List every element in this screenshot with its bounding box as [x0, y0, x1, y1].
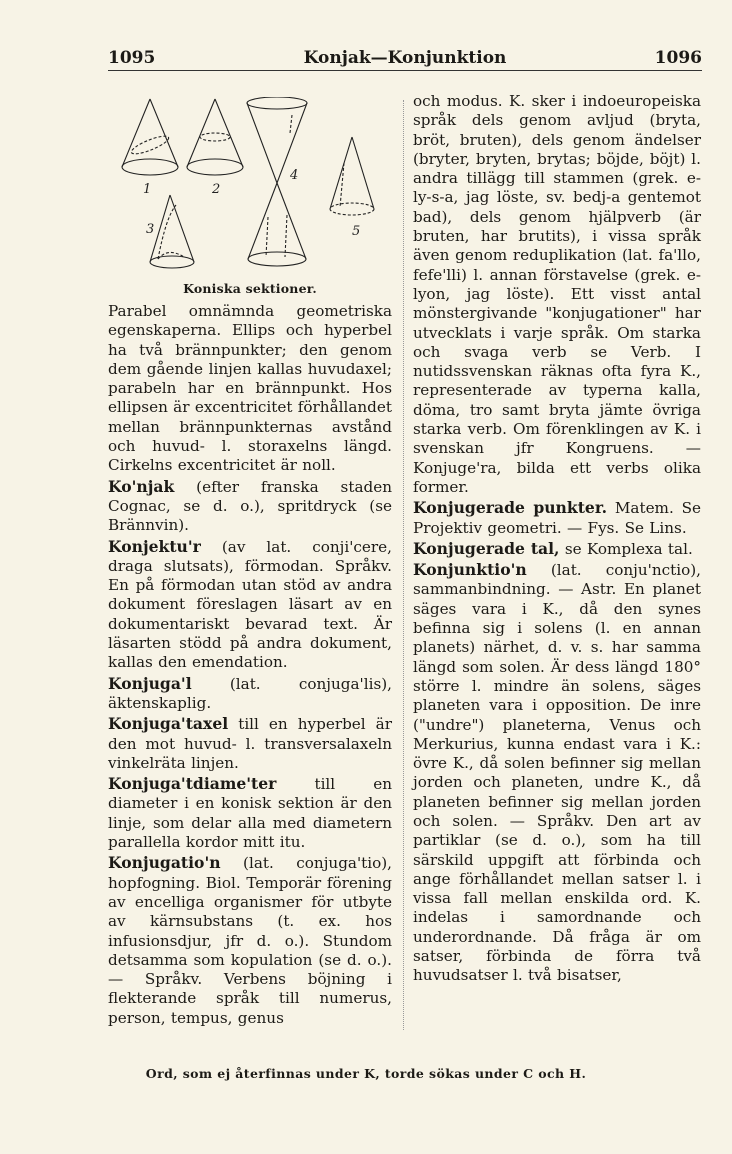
entry-konjugatdiameter: Konjuga'tdiame'ter till en diameter i en konisk sektion är den linje, som delar alla med diametern parallella kordor mitt itu.	[108, 774, 392, 852]
left-column	[108, 97, 392, 1028]
headword: Konjugerade tal,	[413, 538, 560, 558]
running-title: Konjak—Konjunktion	[303, 48, 507, 68]
entry-konjugal: Konjuga'l (lat. conjuga'lis), äktenskaplig.	[108, 673, 392, 712]
cone-1-ellipse	[122, 99, 178, 175]
headword: Konjunktio'n	[413, 560, 527, 580]
conic-sections-illustration	[108, 97, 392, 281]
entry-konjak: Ko'njak (efter franska staden Cognac, se d. o.), spritdryck (se Brännvin).	[108, 476, 392, 535]
figure-label-5: 5	[352, 224, 361, 239]
entry-konjugation-cont: och modus. K. sker i indoeuropeiska språk dels genom avljud (bryta, bröt, bruten), dels genom ändelser (bryter, bryten, brytas; böjde, böjt) l. andra tillägg till stammen (grek. e-ly-s-a, jag löste, sv. bedj-a gentemot bad), dels genom hjälpverb (är bruten, har brutits), i vissa språk även genom reduplikation (lat. fa'llo, fefe'lli) l. annan förstavelse (grek. e-lyon, jag löste). Ett visst antal mönstergivande "konjugationer" har utvecklats i varje språk. Om starka och svaga verb se Verb. I nutidssvenskan räknas ofta fyra K., representerade av typerna kalla, döma, tro samt bryta jämte övriga starka verb. Om förenklingen av K. i svenskan jfr Kongruens. — Konjuge'ra, bilda ett verbs olika former.	[413, 92, 701, 496]
figure-label-4: 4	[290, 168, 299, 183]
conic-sections-figure	[108, 97, 392, 302]
cone-3-parabola	[150, 195, 194, 268]
headword: Konjektu'r	[108, 536, 201, 556]
footer-note: Ord, som ej återfinnas under K, torde sökas under C och H.	[145, 1066, 587, 1081]
cone-2-circle	[187, 99, 243, 175]
entry-konjugataxel: Konjuga'taxel till en hyperbel är den mot huvud- l. transversalaxeln vinkelräta linjen.	[108, 714, 392, 772]
entry-konjugation: Konjugatio'n (lat. conjuga'tio), hopfogning. Biol. Temporär förening av encelliga organismer för utbyte av kärnsubstans (t. ex. hos infusionsdjur, jfr d. o.). Stundom detsamma som kopulation (se d. o.). — Språkv. Verbens böjning i flekterande språk till numerus, person, tempus, genus	[108, 853, 392, 1027]
entry-konjunktion: Konjunktio'n (lat. conju'nctio), sammanbindning. — Astr. En planet säges vara i K., då den synes befinna sig i solens (l. en annan planets) närhet, d. v. s. har samma längd som solen. Är dess längd 180° större l. mindre än solens, säges planeten vara i opposition. De inre ("undre") planeterna, Venus och Merkurius, kunna endast vara i K.: övre K., då solen befinner sig mellan jorden och planeten, undre K., då planeten befinner sig mellan jorden och solen. — Språkv. Den art av partiklar (se d. o.), som ha till särskild uppgift att förbinda och ange förhållandet mellan satser l. i vissa fall mellan enskilda ord. K. indelas i samordnande och underordnande. Då fråga är om satser, förbinda de förra två huvudsatser l. två bisatser,	[413, 560, 701, 985]
headword: Konjugerade punkter.	[413, 498, 608, 518]
page-number-left: 1095	[108, 48, 156, 68]
right-column	[413, 92, 701, 986]
page-number-right: 1096	[654, 48, 702, 68]
header-rule	[108, 70, 702, 71]
figure-label-1: 1	[143, 182, 152, 197]
cone-5-axial	[330, 137, 374, 215]
entry-parabel-cont: Parabel omnämnda geometriska egenskaperna. Ellips och hyperbel ha två brännpunkter; den genom dem gående linjen kallas huvudaxel; parabeln har en brännpunkt. Hos ellipsen är excentricitet förhållandet mellan brännpunkternas avstånd och huvud- l. storaxelns längd. Cirkelns excentricitet är noll.	[108, 302, 392, 475]
figure-label-3: 3	[146, 222, 155, 237]
headword: Ko'njak	[108, 476, 175, 496]
headword: Konjuga'l	[108, 673, 192, 693]
figure-label-2: 2	[212, 182, 221, 197]
column-divider	[403, 100, 404, 1030]
entry-konjektur: Konjektu'r (av lat. conji'cere, draga slutsats), förmodan. Språkv. En på förmodan utan stöd av andra dokument föreslagen läsart av en dokumentariskt bevarad text. Är läsarten stödd på andra dokument, kallas den emendation.	[108, 536, 392, 672]
entry-konjugerade-tal: Konjugerade tal, se Komplexa tal.	[413, 538, 693, 558]
figure-caption: Koniska sektioner.	[183, 281, 317, 296]
headword: Konjuga'taxel	[108, 714, 229, 734]
entry-konjugerade-punkter: Konjugerade punkter. Matem. Se Projektiv geometri. — Fys. Se Lins.	[413, 498, 701, 537]
page-header	[108, 42, 702, 72]
headword: Konjuga'tdiame'ter	[108, 774, 277, 794]
headword: Konjugatio'n	[108, 853, 221, 873]
